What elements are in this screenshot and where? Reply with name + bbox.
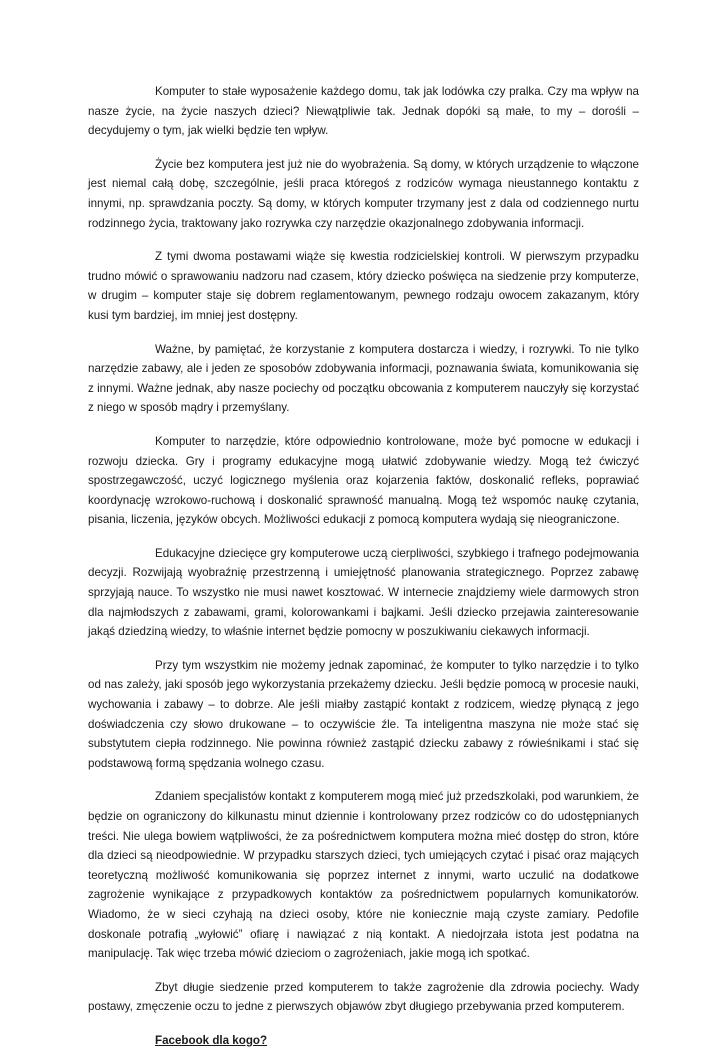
section-heading-facebook: Facebook dla kogo? xyxy=(155,1033,268,1047)
paragraph-life-without-computer: Życie bez komputera jest już nie do wyobrażenia. Są domy, w których urządzenie to włączone jest niemal całą dobę, szczególnie, jeśli praca któregoś z rodziców wymaga nieustannego kontaktu z innymi, np. sprawdzania poczty. Są domy, w których komputer trzymany jest z dala od codziennego nurtu rodzinnego życia, traktowany jako rozrywka czy narzędzie okazjonalnego zdobywania informacji. xyxy=(88,157,639,230)
paragraph-health-risk: Zbyt długie siedzenie przed komputerem to także zagrożenie dla zdrowia pociechy. Wady postawy, zmęczenie oczu to jedne z pierwszych objawów zbyt długiego przebywania przed komputerem. xyxy=(88,980,639,1014)
paragraph-education-tool: Komputer to narzędzie, które odpowiednio kontrolowane, może być pomocne w edukacji i rozwoju dziecka. Gry i programy edukacyjne mogą ułatwić zdobywanie wiedzy. Mogą też ćwiczyć spostrzegawczość, uczyć logicznego myślenia oraz kojarzenia faktów, doskonalić refleks, poprawiać koordynację wzrokowo-ruchową i doskonalić sprawność manualną. Mogą też wspomóc naukę czytania, pisania, liczenia, języków obcych. Możliwości edukacji z pomocą komputera wydają się nieograniczone. xyxy=(88,434,639,527)
paragraph-parental-control: Z tymi dwoma postawami wiąże się kwestia rodzicielskiej kontroli. W pierwszym przypadku trudno mówić o sprawowaniu nadzoru nad czasem, który dziecko poświęca na siedzenie przy komputerze, w drugim – komputer staje się dobrem reglamentowanym, pewnego rodzaju owocem zakazanym, który kusi tym bardziej, im mniej jest dostępny. xyxy=(88,250,639,322)
paragraph-educational-games: Edukacyjne dziecięce gry komputerowe uczą cierpliwości, szybkiego i trafnego podejmowania decyzji. Rozwijają wyobraźnię przestrzenną i umiejętność planowania strategicznego. Poprzez zabawę sprzyjają nauce. To wszystko nie musi nawet kosztować. W internecie znajdziemy wiele darmowych stron dla najmłodszych z zabawami, grami, kolorowankami i bajkami. Jeśli dziecko przejawia zainteresowanie jakąś dziedziną wiedzy, to właśnie internet będzie pomocny w poszukiwaniu ciekawych informacji. xyxy=(88,546,639,639)
paragraph-specialists-opinion: Zdaniem specjalistów kontakt z komputerem mogą mieć już przedszkolaki, pod warunkiem, że będzie on ograniczony do kilkunastu minut dziennie i kontrolowany przez rodziców co do udostępnianych treści. Nie ulega bowiem wątpliwości, że za pośrednictwem komputera można mieć dostęp do stron, które dla dzieci są nieodpowiednie. W przypadku starszych dzieci, tych umiejących czytać i pisać oraz mających teoretyczną możliwość komunikowania się poprzez internet z innymi, warto uczulić na dodatkowe zagrożenie wynikające z przypadkowych kontaktów za pośrednictwem popularnych komunikatorów. Wiadomo, że w sieci czyhają na dzieci osoby, które nie koniecznie mają czyste zamiary. Pedofile doskonale potrafią „wyłowić” ofiarę i nawiązać z nią kontakt. A niedojrzała istota jest podatna na manipulację. Tak więc trzeba mówić dzieciom o zagrożeniach, jakie mogą ich spotkać. xyxy=(88,790,639,961)
document-page xyxy=(88,82,639,1051)
paragraph-knowledge-and-fun: Ważne, by pamiętać, że korzystanie z komputera dostarcza i wiedzy, i rozrywki. To nie tylko narzędzie zabawy, ale i jeden ze sposobów zdobywania informacji, poznawania świata, komunikowania się z innymi. Ważne jednak, aby nasze pociechy od początku obcowania z komputerem nauczyły się korzystać z niego w sposób mądry i przemyślany. xyxy=(88,342,639,415)
paragraph-computer-in-home: Komputer to stałe wyposażenie każdego domu, tak jak lodówka czy pralka. Czy ma wpływ na nasze życie, na życie naszych dzieci? Niewątpliwie tak. Jednak dopóki są małe, to my – dorośli – decydujemy o tym, jak wielki będzie ten wpływ. xyxy=(88,85,639,138)
paragraph-only-a-tool: Przy tym wszystkim nie możemy jednak zapominać, że komputer to tylko narzędzie i to tylko od nas zależy, jaki sposób jego wykorzystania przekażemy dziecku. Jeśli będzie pomocą w procesie nauki, wychowania i zabawy – to dobrze. Ale jeśli miałby zastąpić kontakt z rodzicem, wiedzę płynącą z jego doświadczenia czy słowo drukowane – to oczywiście źle. Ta inteligentna maszyna nie może stać się substytutem ciepła rodzinnego. Nie powinna również zastąpić dziecku zabawy z rówieśnikami i stać się podstawową formą spędzania wolnego czasu. xyxy=(88,658,639,770)
